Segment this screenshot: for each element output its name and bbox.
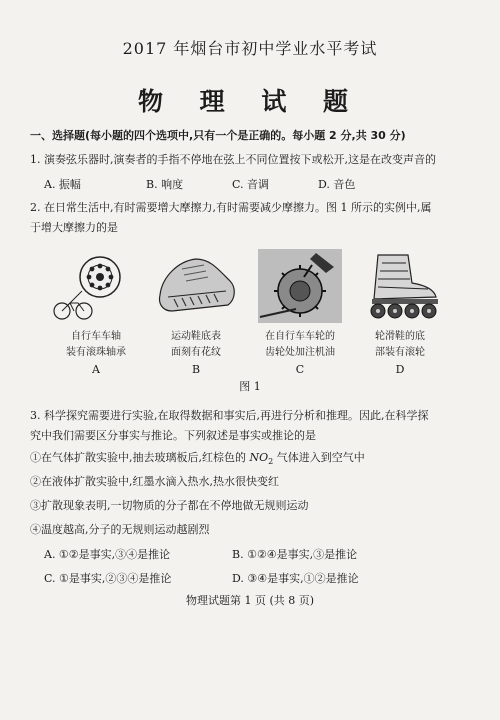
figure-1-label: 图 1 [239,380,261,393]
q3-option-d: D. ③④是事实,①②是推论 [232,572,359,585]
page-footer: 物理试题第 1 页 (共 8 页) [185,594,315,607]
figure-d-caption-line1: 轮滑鞋的底 [375,331,425,342]
q3-option-c: C. ①是事实,②③④是推论 [44,572,172,585]
roller-skate-image [356,247,444,325]
section-heading: 一、选择题(每小题的四个选项中,只有一个是正确的。每小题 2 分,共 30 分) [30,129,406,142]
exam-title: 2017 年烟台市初中学业水平考试 [122,39,378,58]
sports-shoe-image [152,247,240,325]
q3-stem-line1: 3. 科学探究需要进行实验,在取得数据和事实后,再进行分析和推理。因此,在科学探 [30,409,429,422]
figure-b-letter: B [191,363,201,376]
figure-item-d [352,247,448,392]
figure-a-letter: A [92,363,100,376]
q2-stem-line1: 2. 在日常生活中,有时需要增大摩擦力,有时需要减少摩擦力。图 1 所示的实例中,属 [30,201,432,214]
figure-d-caption-line2: 部装有滚轮 [375,347,425,358]
q1-option-a: A. 振幅 [44,178,81,191]
figure-c-caption-line1: 在自行车车轮的 [265,331,335,342]
q2-stem-line2: 于增大摩擦力的是 [30,221,118,234]
q1-option-d: D. 音色 [318,178,356,191]
figure-c-letter: C [295,363,305,376]
no2-formula: NO [249,451,269,464]
figure-a-caption-line1: 自行车车轴 [71,331,121,342]
figure-d-letter: D [395,363,405,376]
figure-c-caption-line2: 齿轮处加注机油 [265,347,335,358]
no2-subscript: 2 [268,457,274,467]
figure-1 [48,247,448,392]
figure-b-caption-line2: 面刻有花纹 [171,347,221,358]
q3-statement-2: ②在液体扩散实验中,红墨水滴入热水,热水很快变红 [30,475,279,488]
q1-option-b: B. 响度 [146,178,184,191]
q3-statement-1 [30,450,478,470]
q3-option-a: A. ①②是事实,③④是推论 [44,548,171,561]
q3-statement-3: ③扩散现象表明,一切物质的分子都在不停地做无规则运动 [30,499,309,512]
subject-title: 物 理 试 题 [137,87,363,116]
q3-statement-1-tail: 气体进入到空气中 [273,451,365,464]
q3-statement-4: ④温度越高,分子的无规则运动越剧烈 [30,523,210,536]
q3-statement-1-text: ①在气体扩散实验中,抽去玻璃板后,红棕色的 [30,451,250,464]
q3-stem-line2: 究中我们需要区分事实与推论。下列叙述是事实或推论的是 [30,429,316,442]
bicycle-gear-oil-image [256,247,344,325]
figure-a-caption-line2: 装有滚珠轴承 [66,347,126,358]
figure-item-a [48,247,144,392]
figure-item-c [252,247,348,392]
q1-stem: 1. 演奏弦乐器时,演奏者的手指不停地在弦上不同位置按下或松开,这是在改变声音的 [30,153,436,166]
figure-item-b [148,247,244,392]
q1-option-c: C. 音调 [232,178,270,191]
figure-b-caption-line1: 运动鞋底表 [171,331,221,342]
bicycle-bearing-image [52,247,140,325]
q3-option-b: B. ①②④是事实,③是推论 [232,548,358,561]
